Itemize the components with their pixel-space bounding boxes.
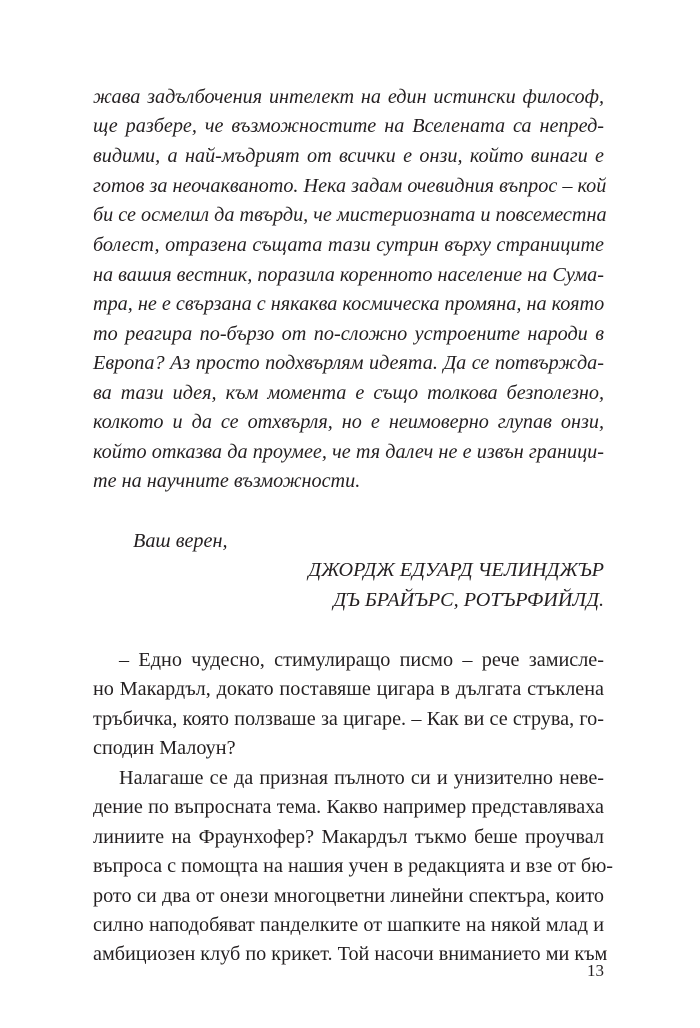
- narrative-line: дение по въпросната тема. Какво например представляваха: [93, 796, 604, 818]
- letter-line: би се осмелил да твърди, че мистериозната и повсеместна: [93, 204, 607, 226]
- letter-line: то реагира по-бързо от по-сложно устроените народи в: [93, 323, 604, 345]
- narrative-line: линиите на Фраунхофер? Макардъл тъкмо беше проучвал: [93, 826, 604, 848]
- letter-line: тра, не е свързана с някаква космическа промяна, на която: [93, 293, 605, 315]
- letter-line: на вашия вестник, поразила коренното население на Сума-: [93, 264, 604, 286]
- narrative-line: тръбичка, която ползваше за цигаре. – Как ви се струва, го-: [93, 708, 604, 730]
- letter-greeting: Ваш верен,: [133, 530, 228, 552]
- letter-line: готов за неочакваното. Нека задам очевидния въпрос – кой: [93, 175, 607, 197]
- narrative-line: Налагаше се да призная пълното си и унизително неве-: [119, 767, 604, 789]
- letter-line: видими, а най-мъдрият от всички е онзи, който винаги е: [93, 145, 604, 167]
- narrative-line: силно наподобяват панделките от шапките на някой млад и: [93, 914, 604, 936]
- letter-line: Европа? Аз просто подхвърлям идеята. Да се потвържда-: [93, 352, 604, 374]
- narrative-line: амбициозен клуб по крикет. Той насочи вниманието ми към: [93, 943, 608, 965]
- page-number: 13: [587, 961, 604, 980]
- narrative-line: – Едно чудесно, стимулиращо писмо – рече замисле-: [119, 649, 604, 671]
- signature-name: ДЖОРДЖ ЕДУАРД ЧЕЛИНДЖЪР: [308, 559, 604, 581]
- signature-address: ДЪ БРАЙЪРС, РОТЪРФИЙЛД.: [333, 589, 604, 611]
- narrative-line: въпроса с помощта на нашия учен в редакцията и взе от бю-: [93, 855, 614, 877]
- letter-line: който отказва да проумее, че тя далеч не е извън граници-: [93, 441, 604, 463]
- letter-line: ще разбере, че възможностите на Вселената са непред-: [93, 115, 604, 137]
- letter-line: колкото и да се отхвърля, но е неимоверно глупав онзи,: [93, 411, 604, 433]
- letter-line: жава задълбочения интелект на един истински философ,: [93, 86, 604, 108]
- letter-line: ва тази идея, към момента е също толкова безполезно,: [93, 382, 604, 404]
- letter-line: те на научните възможности.: [93, 470, 361, 492]
- narrative-line: но Макардъл, докато поставяше цигара в дългата стъклена: [93, 678, 604, 700]
- letter-line: болест, отразена същата тази сутрин върху страниците: [93, 234, 604, 256]
- narrative-line: рото си два от онези многоцветни линейни спектъра, които: [93, 885, 604, 907]
- narrative-line: сподин Малоун?: [93, 737, 236, 759]
